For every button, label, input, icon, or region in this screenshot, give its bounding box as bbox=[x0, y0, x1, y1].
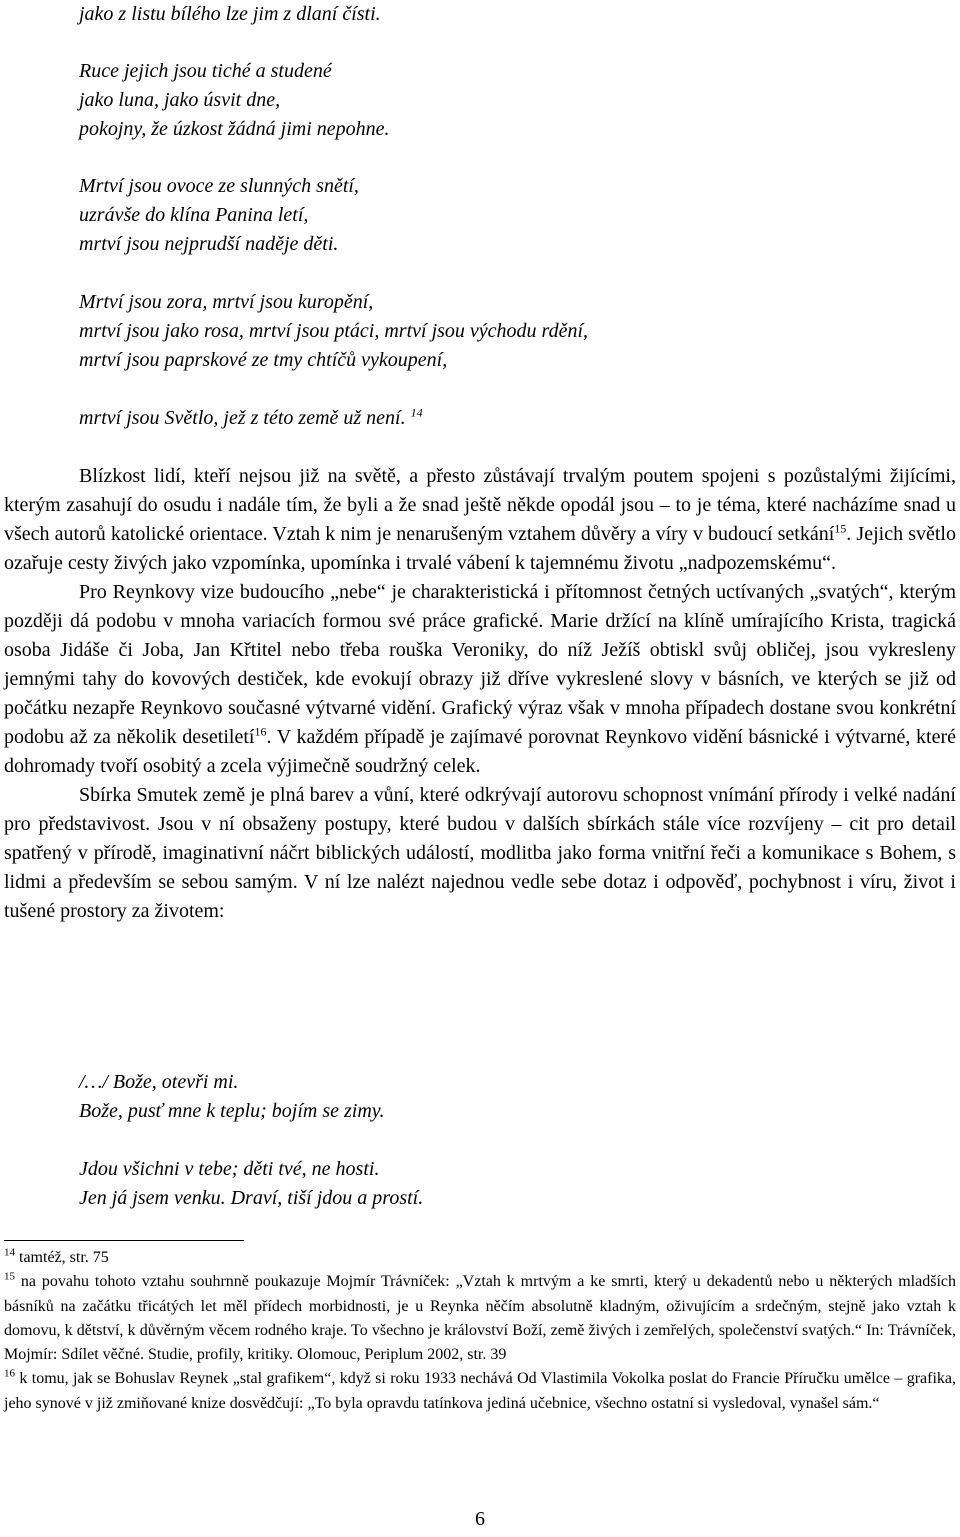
paragraph-3: Sbírka Smutek země je plná barev a vůní, které odkrývají autorovu schopnost vnímání přírody i velké nadání pro představivost. Jsou v ní obsaženy postupy, které budou v dalších sbírkách stále více rozvíjeny – cit pro detail spatřený v přírodě, imaginativní náčrt biblických událostí, modlitba jako forma vnitřní řeči a komunikace s Bohem, s lidmi a především se sebou samým. V ní lze nalézt najednou vedle sebe dotaz i odpověď, pochybnost i víru, život i tušené prostory za životem: bbox=[4, 784, 956, 922]
footnote-ref-16[interactable]: 16 bbox=[254, 724, 267, 739]
poem-line: Bože, pusť mne k teplu; bojím se zimy. bbox=[79, 1100, 385, 1122]
poem-line: Mrtví jsou ovoce ze slunných snětí, bbox=[79, 175, 359, 197]
footnote-number: 14 bbox=[4, 1246, 15, 1259]
poem-bottom-stanza-1 bbox=[79, 1068, 385, 1126]
footnote-16: $^{16}$ k tomu, jak se Bohuslav Reynek „stal grafikem“, když si roku 1933 nechává Od Vlastimila Vokolka poslat do Francie Příručku umělce – grafika, jeho synové v již zmiňované knize dosvědčují: „To byla opravdu tatínkova jediná učebnice, všechno ostatní si vysledoval, vynašel sám.“ bbox=[4, 1368, 957, 1412]
poem-stanza-2 bbox=[79, 57, 390, 144]
poem-line: pokojny, že úzkost žádná jimi nepohne. bbox=[79, 118, 390, 140]
footnote-15: $^{15}$ na povahu tohoto vztahu souhrnně poukazuje Mojmír Trávníček: „Vztah k mrtvým a ke smrti, který u dekadentů nebo u některých mladších básníků na začátku třicátých let měl přídech morbidnosti, je u Reynka něčím absolutně kladným, oživujícím a srdečným, stejně jako vztah k domovu, k dětství, k důvěrným věcem rodného kraje. To všechno je království Boží, země živých i zemřelých, společenství svatých.“ In: Trávníček, Mojmír: Sdílet věčné. Studie, profily, kritiky. Olomouc, Periplum 2002, str. 39 bbox=[4, 1270, 956, 1364]
footnote-14: $^{14}$ tamtéž, str. 75 bbox=[4, 1246, 109, 1266]
poem-line: Mrtví jsou zora, mrtví jsou kuropění, bbox=[79, 291, 374, 313]
poem-stanza-1 bbox=[79, 0, 381, 29]
body-text bbox=[4, 462, 956, 926]
poem-last-line bbox=[79, 404, 423, 433]
page-number: 6 bbox=[475, 1508, 485, 1530]
poem-line: jako z listu bílého lze jim z dlaní čísti. bbox=[79, 3, 381, 25]
footnote-ref-14[interactable]: 14 bbox=[410, 405, 423, 420]
poem-line: Jdou všichni v tebe; děti tvé, ne hosti. bbox=[79, 1158, 380, 1180]
poem-line: Ruce jejich jsou tiché a studené bbox=[79, 60, 332, 82]
poem-stanza-4 bbox=[79, 288, 588, 375]
footnote-number: 16 bbox=[4, 1368, 15, 1381]
poem-bottom-stanza-2 bbox=[79, 1155, 423, 1213]
footnote-separator bbox=[4, 1240, 244, 1241]
poem-line: jako luna, jako úsvit dne, bbox=[79, 89, 281, 111]
poem-line: mrtví jsou paprskové ze tmy chtíčů vykoupení, bbox=[79, 349, 448, 371]
poem-line: mrtví jsou jako rosa, mrtví jsou ptáci, mrtví jsou východu rdění, bbox=[79, 320, 589, 342]
poem-stanza-3 bbox=[79, 172, 359, 259]
poem-line: uzrávše do klína Panina letí, bbox=[79, 204, 309, 226]
footnote-number: 15 bbox=[4, 1270, 15, 1283]
poem-line: mrtví jsou Světlo, jež z této země už není. bbox=[79, 407, 406, 429]
footnote-ref-15[interactable]: 15 bbox=[834, 521, 847, 536]
poem-line: mrtví jsou nejprudší naděje děti. bbox=[79, 233, 339, 255]
footnotes bbox=[4, 1246, 956, 1416]
paragraph-2: Pro Reynkovy vize budoucího „nebe“ je charakteristická i přítomnost četných uctívaných „svatých“, kterým později dá podobu v mnoha variacích formou své práce grafické. Marie držící na klíně umírajícího Krista, tragická osoba Jidáše či Joba, Jan Křtitel nebo třeba rouška Veroniky, do níž Ježíš obtiskl svůj obličej, jsou vykresleny jemnými tahy do kovových destiček, kde evokují obrazy již dříve vykreslené slovy v básních, ve kterých se již od počátku nezapře Reynkovo současné výtvarné vidění. Grafický výraz však v mnoha případech dostane svou konkrétní podobu až za několik desetiletí$^{16}$. V každém případě je zajímavé porovnat Reynkovo vidění básnické i výtvarné, které dohromady tvoří osobitý a zcela výjimečně soudržný celek. bbox=[4, 581, 956, 777]
poem-line: Jen já jsem venku. Draví, tiší jdou a prostí. bbox=[79, 1187, 424, 1209]
poem-line: /…/ Bože, otevři mi. bbox=[79, 1071, 239, 1093]
paragraph-1: Blízkost lidí, kteří nejsou již na světě, a přesto zůstávají trvalým poutem spojeni s pozůstalými žijícími, kterým zasahují do osudu i nadále tím, že byli a že snad ještě někde opodál jsou – to je téma, které nacházíme snad u všech autorů katolické orientace. Vztah k nim je nenarušeným vztahem důvěry a víry v budoucí setkání$^{15}$. Jejich světlo ozařuje cesty živých jako vzpomínka, upomínka i trvalé vábení k tajemnému životu „nadpozemskému“. bbox=[4, 465, 956, 574]
